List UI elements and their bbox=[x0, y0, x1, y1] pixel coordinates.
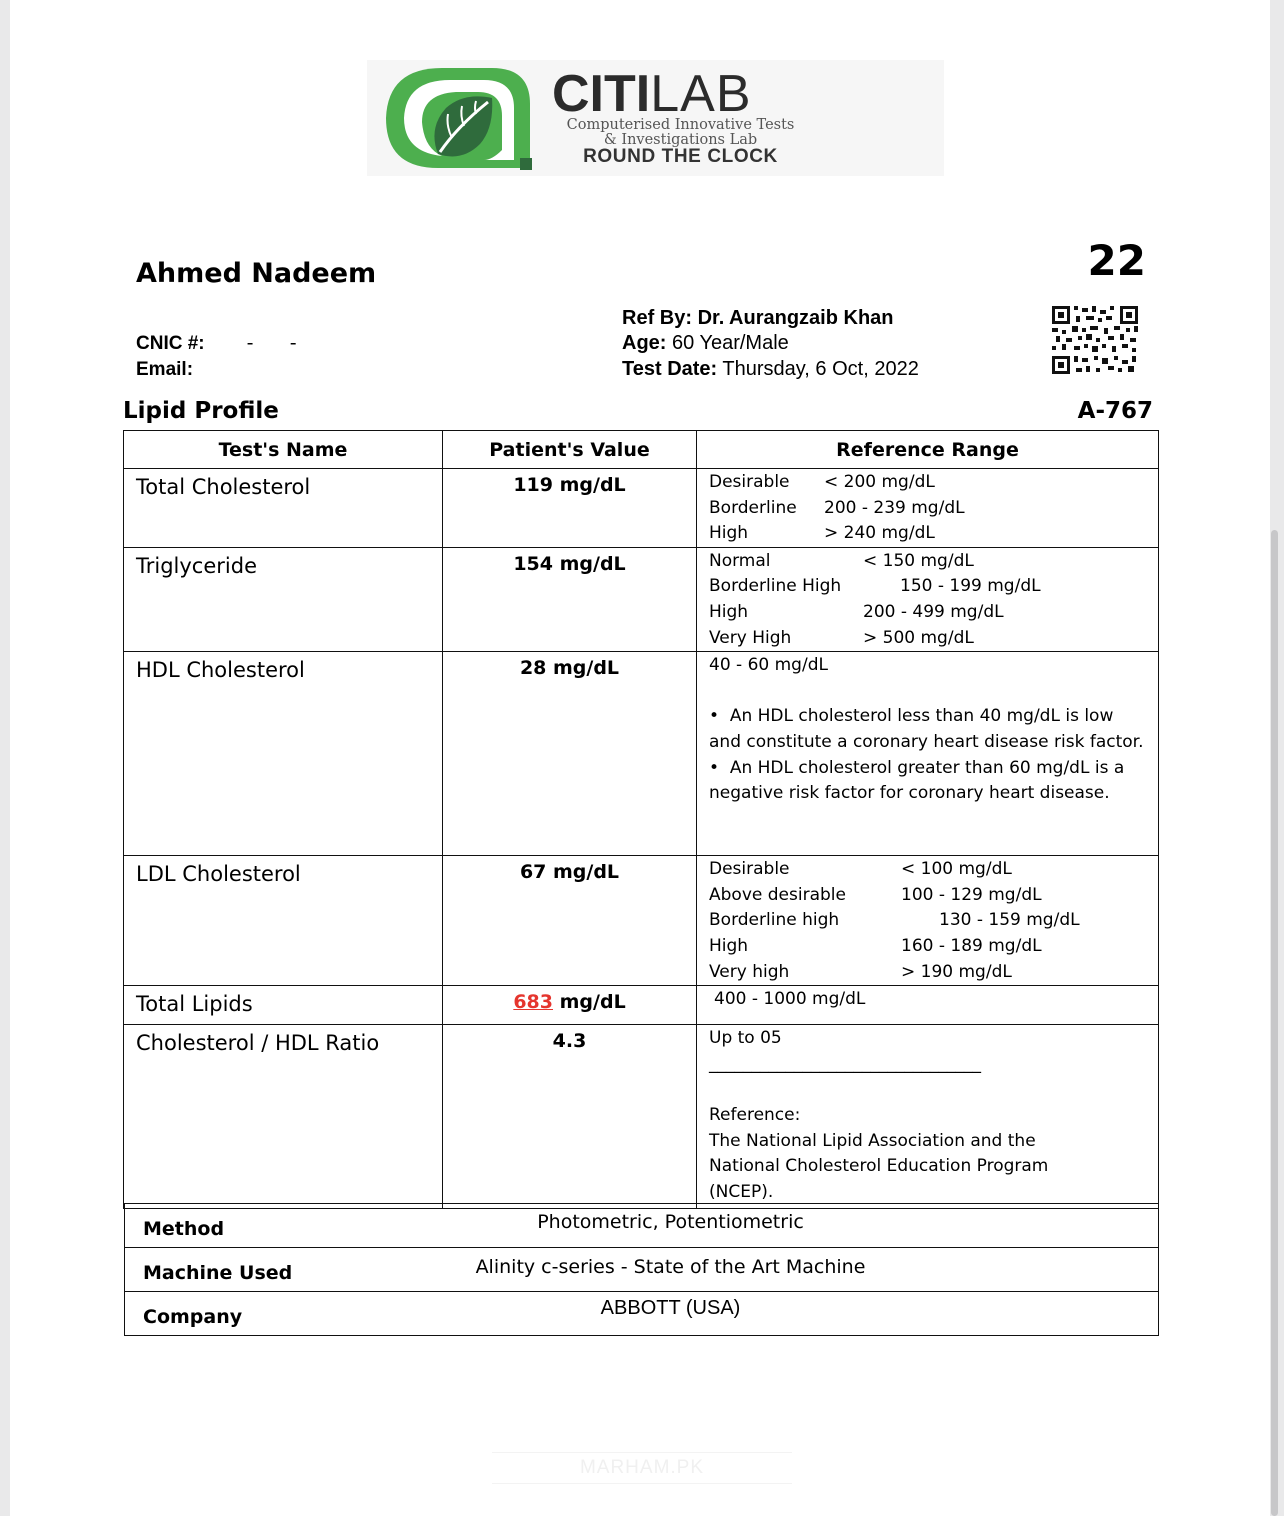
range-value: 130 - 159 mg/dL bbox=[939, 910, 1080, 931]
age-row bbox=[622, 332, 789, 355]
header-test-name: Test's Name bbox=[124, 431, 443, 469]
age-value: 60 Year/Male bbox=[672, 332, 789, 354]
range-line bbox=[709, 470, 1150, 496]
patient-value: 154 mg/dL bbox=[443, 547, 697, 651]
cnic-row bbox=[136, 332, 297, 355]
lab-tagline-line1: Computerised Innovative Tests bbox=[566, 117, 795, 133]
reference-range bbox=[697, 547, 1159, 651]
flagged-value: 683 bbox=[513, 991, 553, 1014]
test-name: Triglyceride bbox=[124, 547, 443, 651]
range-value: 100 - 129 mg/dL bbox=[901, 884, 1042, 905]
watermark: MARHAM.PK bbox=[492, 1452, 792, 1484]
test-name: HDL Cholesterol bbox=[124, 652, 443, 856]
range-text: 40 - 60 mg/dL bbox=[709, 655, 828, 676]
range-value: 150 - 199 mg/dL bbox=[900, 576, 1041, 597]
header-reference-range: Reference Range bbox=[697, 431, 1159, 469]
range-line bbox=[709, 600, 1150, 626]
patient-value: 28 mg/dL bbox=[443, 652, 697, 856]
range-line bbox=[709, 908, 1150, 934]
patient-value: 4.3 bbox=[443, 1025, 697, 1209]
lab-tagline-line2: & Investigations Lab bbox=[603, 132, 758, 148]
range-line bbox=[709, 626, 1150, 652]
patient-value bbox=[443, 986, 697, 1025]
patient-value: 67 mg/dL bbox=[443, 856, 697, 986]
lab-wordmark bbox=[552, 64, 752, 124]
reference-range bbox=[697, 856, 1159, 986]
email-row bbox=[136, 358, 193, 381]
range-text: 400 - 1000 mg/dL bbox=[697, 986, 1159, 1025]
cnic-value: - - bbox=[246, 332, 297, 354]
test-name: LDL Cholesterol bbox=[124, 856, 443, 986]
range-label: Desirable bbox=[709, 859, 790, 880]
range-value: 200 - 239 mg/dL bbox=[824, 497, 965, 518]
lab-name-light: LAB bbox=[650, 65, 752, 123]
range-label: Normal bbox=[709, 550, 771, 571]
qr-code-icon bbox=[1052, 306, 1138, 374]
range-label: High bbox=[709, 523, 749, 544]
range-line bbox=[709, 857, 1150, 883]
lab-name-bold: CITI bbox=[552, 65, 651, 123]
range-value: < 150 mg/dL bbox=[863, 550, 974, 571]
report-number: 22 bbox=[1087, 236, 1146, 285]
machine-row bbox=[125, 1248, 1159, 1292]
report-title: Lipid Profile bbox=[123, 398, 279, 424]
table-row bbox=[124, 469, 1159, 548]
range-text: Up to 05 bbox=[709, 1028, 782, 1049]
range-line bbox=[709, 574, 1150, 600]
range-note-text: An HDL cholesterol greater than 60 mg/dL is a negative risk factor for coronary heart disease. bbox=[709, 757, 1125, 804]
age-label: Age: bbox=[622, 332, 667, 354]
table-row bbox=[124, 1025, 1159, 1209]
range-label: Borderline high bbox=[709, 910, 840, 931]
company-label: Company bbox=[125, 1292, 484, 1336]
table-row bbox=[124, 986, 1159, 1025]
range-value: > 240 mg/dL bbox=[824, 523, 935, 544]
range-label: Very high bbox=[709, 961, 790, 982]
range-value: < 200 mg/dL bbox=[824, 472, 935, 492]
table-header-row bbox=[124, 431, 1159, 469]
table-row bbox=[124, 652, 1159, 856]
range-line bbox=[709, 883, 1150, 909]
range-value: > 190 mg/dL bbox=[901, 961, 1012, 982]
company-row bbox=[125, 1292, 1159, 1336]
range-label: High bbox=[709, 601, 749, 622]
range-label: High bbox=[709, 935, 749, 956]
scrollbar[interactable] bbox=[1271, 530, 1278, 1516]
cnic-label: CNIC #: bbox=[136, 333, 205, 354]
company-value-text: ABBOTT (USA) bbox=[600, 1297, 741, 1319]
header-patient-value: Patient's Value bbox=[443, 431, 697, 469]
reference-range bbox=[697, 1025, 1159, 1209]
test-date-row bbox=[622, 358, 919, 381]
range-note-text: An HDL cholesterol less than 40 mg/dL is low and constitute a coronary heart disease risk factor. bbox=[709, 706, 1144, 752]
range-label: Borderline High bbox=[709, 576, 842, 597]
range-value: < 100 mg/dL bbox=[901, 859, 1012, 880]
test-name: Total Lipids bbox=[124, 986, 443, 1025]
ref-by: Ref By: Dr. Aurangzaib Khan bbox=[622, 307, 894, 329]
machine-label: Machine Used bbox=[125, 1248, 484, 1292]
email-label: Email: bbox=[136, 359, 194, 380]
company-value bbox=[483, 1292, 1159, 1336]
range-label: Above desirable bbox=[709, 884, 846, 905]
range-line bbox=[709, 521, 1150, 547]
separator-line: ________________________________ bbox=[709, 1053, 981, 1074]
test-date-label: Test Date: bbox=[622, 358, 718, 380]
range-note: • An HDL cholesterol less than 40 mg/dL is low and constitute a coronary heart disease risk factor. bbox=[709, 706, 1144, 752]
range-line bbox=[709, 934, 1150, 960]
range-value: 200 - 499 mg/dL bbox=[863, 601, 1004, 622]
range-line bbox=[709, 549, 1150, 575]
range-value: > 500 mg/dL bbox=[863, 627, 974, 648]
table-row bbox=[124, 547, 1159, 651]
range-line bbox=[709, 960, 1150, 986]
test-date-value: Thursday, 6 Oct, 2022 bbox=[722, 358, 919, 380]
reference-range bbox=[697, 469, 1159, 548]
method-label: Method bbox=[125, 1204, 484, 1248]
range-line bbox=[709, 496, 1150, 522]
test-name: Cholesterol / HDL Ratio bbox=[124, 1025, 443, 1209]
method-value bbox=[483, 1204, 1159, 1248]
method-value-text: Photometric, Potentiometric bbox=[537, 1210, 804, 1233]
reference-text: The National Lipid Association and the National Cholesterol Education Program (NCEP). bbox=[709, 1130, 1049, 1202]
range-value: 160 - 189 mg/dL bbox=[901, 935, 1042, 956]
range-note: • An HDL cholesterol greater than 60 mg/dL is a negative risk factor for coronary heart disease. bbox=[709, 757, 1125, 804]
test-name: Total Cholesterol bbox=[124, 469, 443, 548]
results-table bbox=[123, 430, 1159, 1209]
lab-tagline bbox=[552, 118, 809, 148]
reference-label: Reference: bbox=[709, 1104, 801, 1125]
leaf-logo-icon bbox=[380, 64, 532, 172]
machine-value-text: Alinity c-series - State of the Art Machine bbox=[475, 1255, 866, 1278]
patient-value: 119 mg/dL bbox=[443, 469, 697, 548]
reference-range bbox=[697, 652, 1159, 856]
lab-id: A-767 bbox=[1077, 398, 1153, 424]
value-unit: mg/dL bbox=[559, 991, 626, 1014]
lab-slogan: ROUND THE CLOCK bbox=[583, 146, 778, 167]
machine-value bbox=[475, 1248, 1159, 1292]
patient-name: Ahmed Nadeem bbox=[136, 258, 377, 289]
range-label: Borderline bbox=[709, 497, 797, 518]
method-row bbox=[125, 1204, 1159, 1248]
method-table bbox=[124, 1203, 1159, 1336]
table-row bbox=[124, 856, 1159, 986]
range-label: Very High bbox=[709, 627, 792, 648]
range-label: Desirable bbox=[709, 472, 790, 492]
